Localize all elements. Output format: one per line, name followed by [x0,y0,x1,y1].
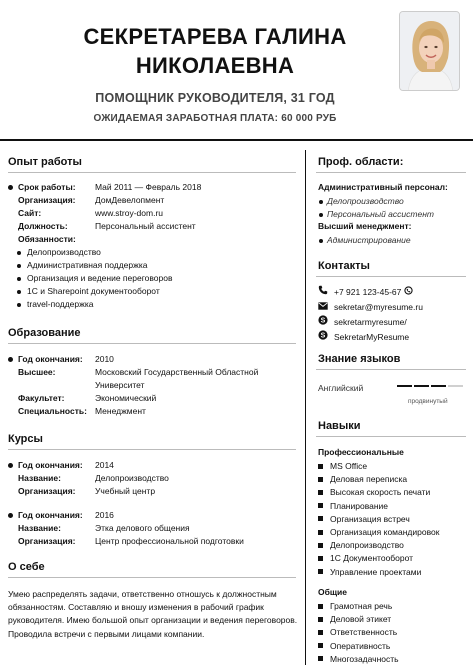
professional-skills-list [318,460,439,579]
candidate-name: СЕКРЕТАРЕВА ГАЛИНА НИКОЛАЕВНА [83,24,347,78]
list-item: Грамотная речь [318,600,399,613]
education-block [8,353,298,418]
timeline-dot [8,513,13,518]
course-row: Название: Этка делового общения [18,523,190,533]
list-item: Делопроизводство [318,539,439,552]
timeline-dot [8,357,13,362]
prof-group-title: Административный персонал: [318,182,448,192]
education-row: Факультет: Экономический [18,393,157,403]
list-item: Планирование [318,500,439,513]
list-item: 1С Документооборот [318,552,439,565]
course-row: Год окончания: 2016 [8,509,298,522]
education-title: Образование [8,327,81,339]
skills-professional-title: Профессиональные [318,447,404,457]
experience-row: Срок работы: Май 2011 — Февраль 2018 [8,181,298,194]
experience-title: Опыт работы [8,156,82,168]
education-row: Специальность: Менеджмент [18,406,146,416]
about-title: О себе [8,561,45,573]
portrait-image [400,12,460,91]
duties-label-row: Обязанности: [18,234,76,244]
language-name: Английский [318,383,364,393]
language-level: продвинутый [408,398,448,405]
header-divider [0,139,473,141]
list-item: Деловая переписка [318,473,439,486]
contacts-list [318,285,423,345]
language-level-segment [414,385,429,387]
experience-block [8,181,298,311]
list-item: Организация встреч [318,513,439,526]
list-item: Организация командировок [318,526,439,539]
candidate-photo [399,11,460,91]
contact-skype[interactable]: S SekretarMyResume [318,330,423,345]
list-item: Многозадачность [318,653,399,666]
duties-list [8,246,298,311]
prof-group-title: Высший менеджмент: [318,221,412,231]
resume-header [0,0,473,140]
language-level-segment [397,385,412,387]
prof-group-list [318,234,411,247]
about-text: Умею распределять задачи, ответственно отношусь к должностным обязанностям. Составляю и вношу изменения в рабочий график руководителя. Имею большой опыт организации и ведения переговоров. Проводила встречи с первыми лицами компании. [8,589,298,639]
experience-row: Должность: Персональный ассистент [18,221,196,231]
course-row: Название: Делопроизводство [18,473,169,483]
list-item: Делопроизводство [8,246,298,259]
viber-icon [404,285,413,300]
language-level-bar [397,385,463,389]
list-item: Администрирование [318,234,411,247]
general-skills-list [318,600,399,666]
list-item: MS Office [318,460,439,473]
list-item: Ответственность [318,626,399,639]
prof-group-list [318,195,434,221]
svg-text:S: S [320,317,326,325]
column-divider [305,150,306,665]
contacts-title: Контакты [318,260,370,272]
languages-title: Знание языков [318,353,401,365]
prof-areas-title: Проф. области: [318,156,404,168]
course-row: Организация: Центр профессиональной подготовки [18,536,244,546]
list-item: Административная поддержка [8,259,298,272]
desired-position: ПОМОЩНИК РУКОВОДИТЕЛЯ, 31 ГОД [95,91,335,105]
contact-phone[interactable]: +7 921 123-45-67 [318,285,423,300]
experience-row: Сайт: www.stroy-dom.ru [8,207,298,220]
language-level-segment [448,385,463,387]
languages-rule [316,369,466,370]
education-rule [8,343,296,344]
timeline-dot [8,463,13,468]
contacts-rule [316,276,466,277]
list-item: Персональный ассистент [318,208,434,221]
about-rule [8,577,296,578]
skills-rule [316,436,466,437]
contact-email[interactable]: sekretar@myresume.ru [318,300,423,315]
list-item: Деловой этикет [318,613,399,626]
education-row: Высшее: Московский Государственный Областной Университет [18,367,259,390]
list-item: Делопроизводство [318,195,434,208]
list-item: 1С и Sharepoint документооборот [8,285,298,298]
skills-general-title: Общие [318,587,347,597]
contact-skype[interactable]: S sekretarmyresume/ [318,315,423,330]
course-item [8,509,298,548]
phone-icon [318,285,334,300]
email-icon [318,300,334,315]
timeline-dot [8,185,13,190]
skype-icon [318,315,334,330]
prof-areas-rule [316,172,466,173]
list-item: Организация и ведение переговоров [8,272,298,285]
svg-text:S: S [320,332,326,340]
expected-salary: ОЖИДАЕМАЯ ЗАРАБОТНАЯ ПЛАТА: 60 000 РУБ [93,113,337,124]
list-item: travel-поддержка [8,298,298,311]
course-row: Год окончания: 2014 [8,459,298,472]
skills-title: Навыки [318,420,361,432]
courses-rule [8,449,296,450]
course-item [8,459,298,498]
course-row: Организация: Учебный центр [18,486,156,496]
experience-rule [8,172,296,173]
list-item: Управление проектами [318,566,439,579]
company-website-link[interactable]: www.stroy-dom.ru [95,208,164,218]
skype-icon [318,330,334,345]
experience-row: Организация: ДомДевелопмент [18,195,165,205]
language-level-segment [431,385,446,387]
list-item: Высокая скорость печати [318,486,439,499]
list-item: Оперативность [318,640,399,653]
courses-title: Курсы [8,433,43,445]
education-row: Год окончания: 2010 [8,353,298,366]
